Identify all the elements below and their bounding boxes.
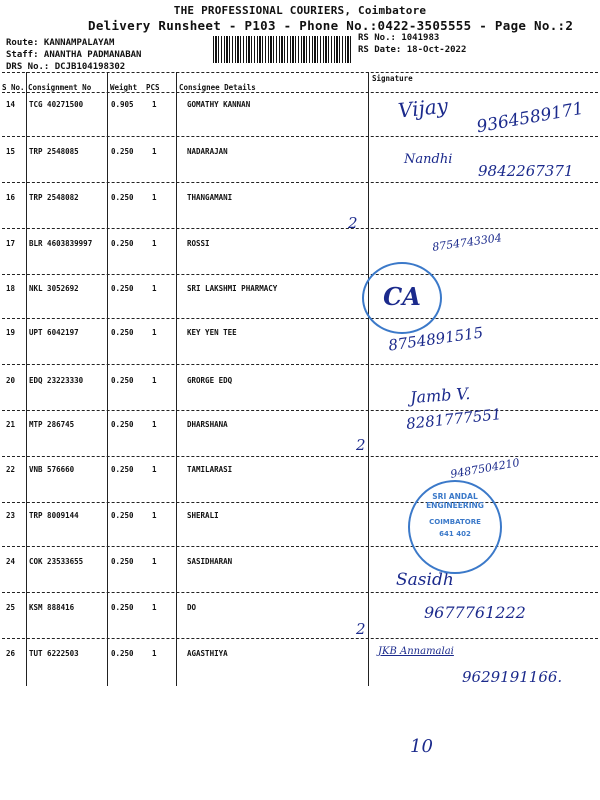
row-sno: 15 [6, 147, 16, 156]
row-weight: 0.250 [111, 328, 134, 337]
row-sno: 20 [6, 376, 16, 385]
row-weight: 0.250 [111, 511, 134, 520]
row-pcs: 1 [152, 100, 157, 109]
row-sno: 26 [6, 649, 16, 658]
phone-row19: 8754891515 [387, 323, 485, 355]
company-stamp [408, 480, 502, 574]
row-consignment: COK 23533655 [29, 557, 84, 566]
phone-row21: 8281777551 [405, 405, 503, 433]
row-consignment: KSM 888416 [29, 603, 75, 612]
document-title: THE PROFESSIONAL COURIERS, Coimbatore [173, 4, 427, 17]
col-header-consignment: Consignment No [28, 83, 92, 92]
row-consignment: TRP 2548085 [29, 147, 79, 156]
rs-number: RS No.: 1041983 [358, 33, 440, 43]
row-consignee: SRI LAKSHMI PHARMACY [187, 284, 278, 293]
row-consignment: NKL 3052692 [29, 284, 79, 293]
row-pcs: 1 [152, 239, 157, 248]
handwritten-mark: 2 [356, 436, 366, 454]
row-separator [2, 592, 598, 593]
row-weight: 0.250 [111, 465, 134, 474]
row-consignee: GRORGE EDQ [187, 376, 233, 385]
phone-row14: 9364589171 [475, 98, 586, 138]
row-consignment: TRP 8009144 [29, 511, 79, 520]
signature-row15: Nandhi [404, 152, 453, 167]
row-pcs: 1 [152, 147, 157, 156]
row-sno: 21 [6, 420, 16, 429]
row-sno: 18 [6, 284, 16, 293]
rs-date: RS Date: 18-Oct-2022 [358, 45, 467, 55]
row-separator [2, 638, 598, 639]
signature-row21: Jamb V. [409, 383, 471, 408]
row-consignment: TUT 6222503 [29, 649, 79, 658]
row-separator [2, 228, 598, 229]
row-sno: 16 [6, 193, 16, 202]
table-header-rule [2, 92, 598, 93]
col-header-consignee: Consignee Details [179, 83, 256, 92]
row-consignee: TAMILARASI [187, 465, 233, 474]
row-pcs: 1 [152, 465, 157, 474]
barcode [213, 36, 351, 63]
row-pcs: 1 [152, 376, 157, 385]
row-consignment: MTP 286745 [29, 420, 75, 429]
row-consignment: UPT 6042197 [29, 328, 79, 337]
row-consignee: AGASTHIYA [187, 649, 228, 658]
row-weight: 0.250 [111, 603, 134, 612]
row-weight: 0.250 [111, 239, 134, 248]
row-weight: 0.250 [111, 284, 134, 293]
phone-row25: 9677761222 [424, 603, 526, 622]
row-pcs: 1 [152, 649, 157, 658]
col-header-sno: S No. [2, 83, 25, 92]
page-number: 10 [410, 736, 433, 757]
row-sno: 22 [6, 465, 16, 474]
stamp-pin: 641 402 [439, 530, 471, 538]
row-consignment: EDQ 23223330 [29, 376, 84, 385]
row-consignment: TRP 2548082 [29, 193, 79, 202]
row-consignee: DHARSHANA [187, 420, 228, 429]
row-separator [2, 546, 598, 547]
handwritten-mark: 2 [356, 620, 366, 638]
row-sno: 23 [6, 511, 16, 520]
row-weight: 0.250 [111, 147, 134, 156]
row-consignee: SHERALI [187, 511, 219, 520]
staff-label: Staff: ANANTHA PADMANABAN [6, 50, 142, 60]
row-pcs: 1 [152, 284, 157, 293]
col-divider-consignee [368, 72, 369, 686]
row-pcs: 1 [152, 193, 157, 202]
row-consignee: THANGAMANI [187, 193, 233, 202]
row-consignee: SASIDHARAN [187, 557, 233, 566]
row-sno: 14 [6, 100, 16, 109]
row-sno: 17 [6, 239, 16, 248]
row-consignment: TCG 40271500 [29, 100, 84, 109]
row-separator [2, 364, 598, 365]
row-consignee: GOMATHY KANNAN [187, 100, 251, 109]
row-consignment: BLR 4603839997 [29, 239, 93, 248]
stamp-initials: CA [383, 282, 421, 311]
row-sno: 19 [6, 328, 16, 337]
row-pcs: 1 [152, 420, 157, 429]
row-weight: 0.250 [111, 557, 134, 566]
table-top-rule [2, 72, 598, 73]
signature-row26: JKB Annamalai [378, 646, 454, 657]
row-consignee: ROSSI [187, 239, 210, 248]
signature-row14: Vijay [396, 93, 450, 123]
row-separator [2, 502, 598, 503]
row-pcs: 1 [152, 328, 157, 337]
row-weight: 0.250 [111, 649, 134, 658]
col-divider-sno [26, 72, 27, 686]
row-separator [2, 182, 598, 183]
row-consignment: VNB 576660 [29, 465, 75, 474]
row-separator [2, 318, 598, 319]
row-weight: 0.250 [111, 420, 134, 429]
signature-row24: Sasidh [396, 570, 454, 590]
row-weight: 0.250 [111, 193, 134, 202]
col-header-signature: Signature [372, 74, 413, 83]
row-pcs: 1 [152, 557, 157, 566]
row-consignee: NADARAJAN [187, 147, 228, 156]
row-separator [2, 136, 598, 137]
route-label: Route: KANNAMPALAYAM [6, 38, 115, 48]
col-header-weight: Weight [110, 83, 138, 92]
row-weight: 0.250 [111, 376, 134, 385]
col-header-pcs: PCS [146, 83, 160, 92]
runsheet-subtitle: Delivery Runsheet - P103 - Phone No.:0422-3505555 - Page No.:2 [88, 18, 574, 33]
phone-row22: 9487504210 [449, 456, 521, 481]
row-pcs: 1 [152, 603, 157, 612]
phone-row15: 9842267371 [478, 162, 574, 180]
phone-row17: 8754743304 [431, 231, 503, 254]
row-separator [2, 274, 598, 275]
row-consignee: KEY YEN TEE [187, 328, 237, 337]
row-sno: 24 [6, 557, 16, 566]
col-divider-pcs [176, 72, 177, 686]
phone-row26: 9629191166. [462, 668, 563, 686]
stamp-city: COIMBATORE [429, 518, 481, 526]
drs-number: DRS No.: DCJB104198302 [6, 62, 126, 72]
row-consignee: DO [187, 603, 197, 612]
stamp-company-name: SRI ANDAL ENGINEERING [426, 492, 484, 510]
row-sno: 25 [6, 603, 16, 612]
circular-stamp [362, 262, 442, 334]
row-weight: 0.905 [111, 100, 134, 109]
row-separator [2, 410, 598, 411]
handwritten-mark: 2 [348, 214, 358, 232]
col-divider-consignment [107, 72, 108, 686]
row-pcs: 1 [152, 511, 157, 520]
